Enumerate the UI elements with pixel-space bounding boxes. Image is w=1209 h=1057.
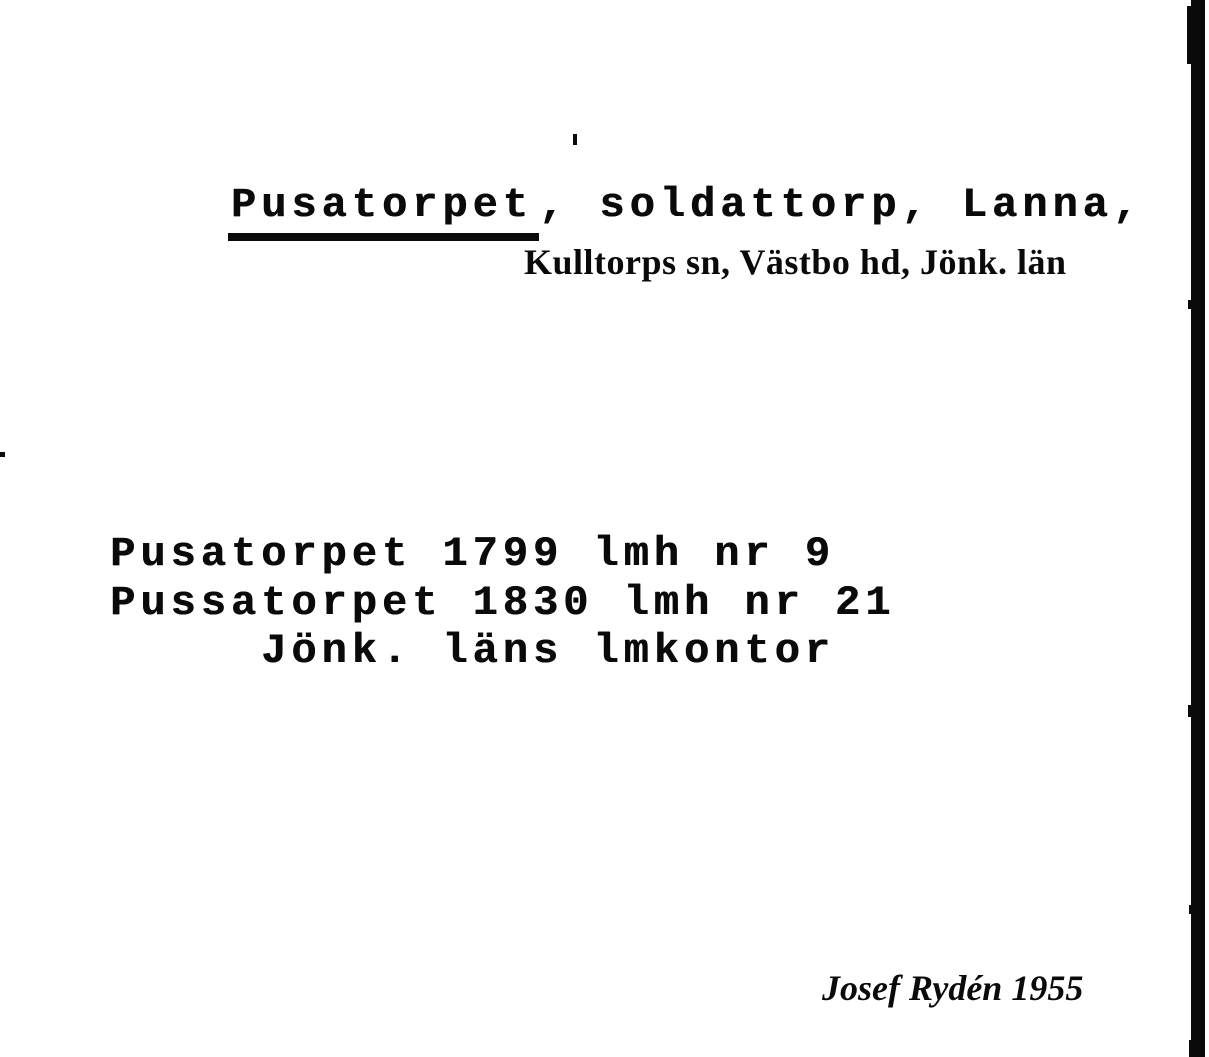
- scan-artifact-notch: [1189, 905, 1193, 914]
- scan-artifact-right-bar-cap: [1196, 0, 1205, 10]
- signature: Josef Rydén 1955: [822, 968, 1084, 1008]
- headline-rest: , soldattorp, Lanna,: [538, 181, 1143, 229]
- record-entry-1799: Pusatorpet 1799 lmh nr 9: [110, 530, 835, 578]
- location-line: Kulltorps sn, Västbo hd, Jönk. län: [524, 242, 1067, 282]
- scan-artifact-left-edge-dash: [0, 452, 5, 457]
- record-entry-1830: Pussatorpet 1830 lmh nr 21: [110, 579, 896, 627]
- record-source: Jönk. läns lmkontor: [261, 627, 835, 675]
- scan-artifact-right-bar-bulge: [1187, 6, 1205, 64]
- scan-artifact-right-bar-foot: [1189, 1040, 1205, 1057]
- scan-artifact-notch: [1188, 300, 1192, 309]
- headline-place-name: Pusatorpet: [228, 181, 539, 241]
- scan-artifact-ink-speck: [573, 134, 577, 145]
- scan-artifact-right-bar: [1191, 0, 1205, 1057]
- scan-artifact-notch: [1188, 705, 1193, 717]
